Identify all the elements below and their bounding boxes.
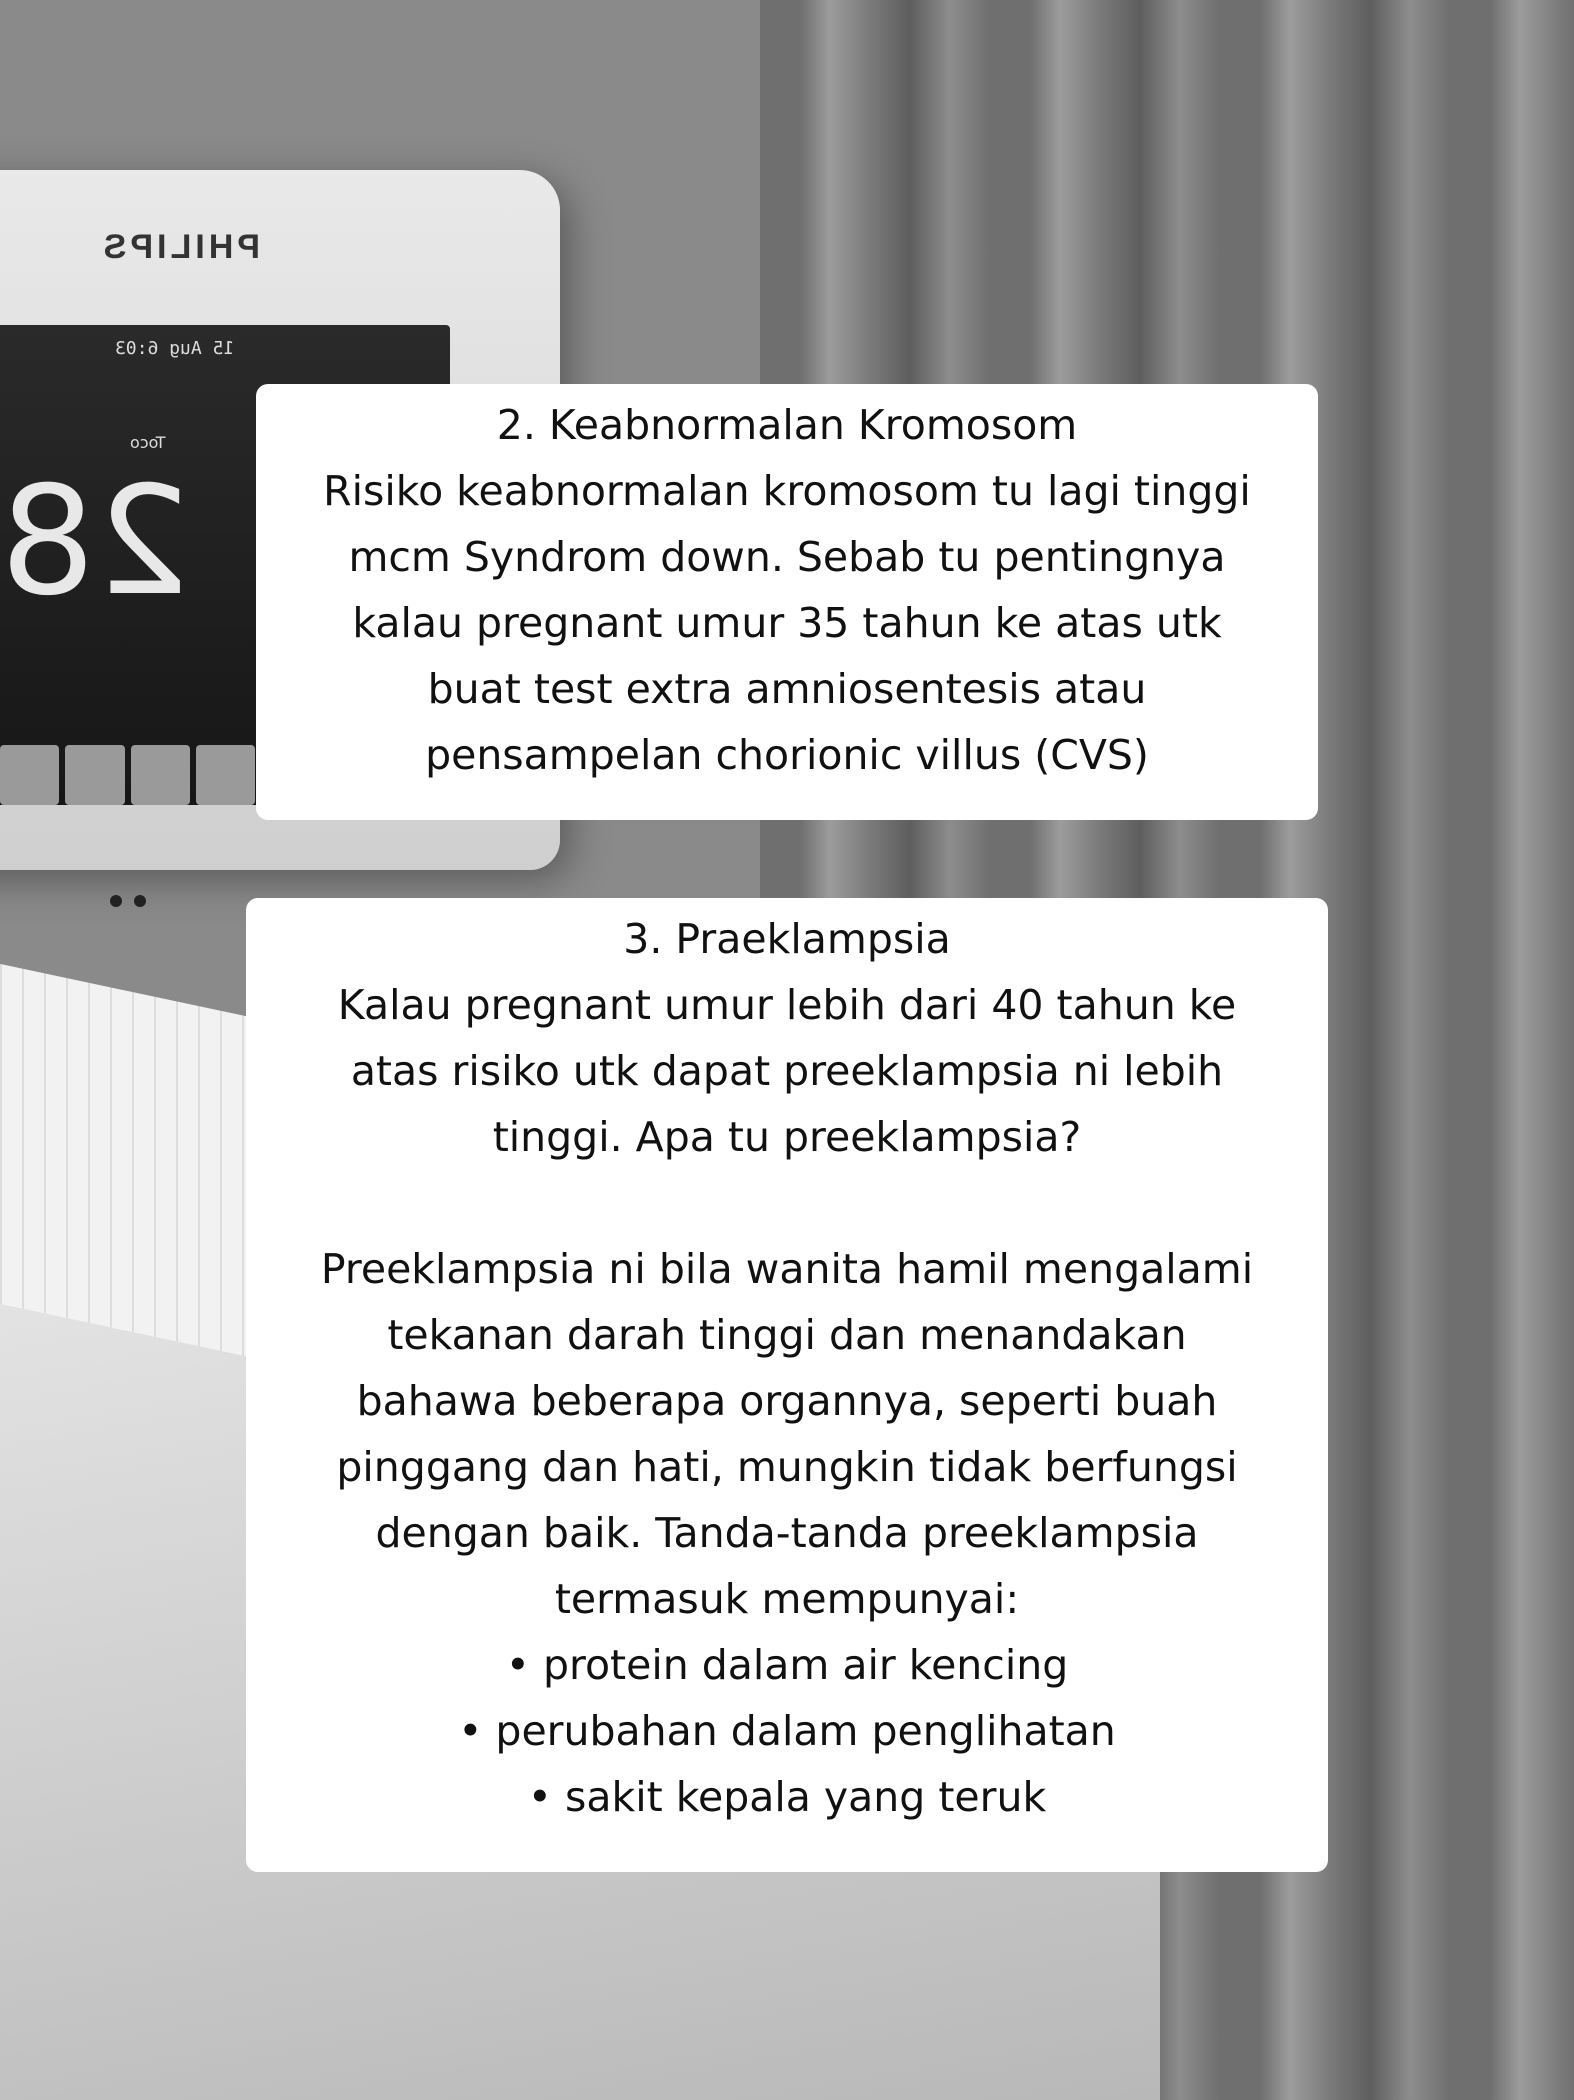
- monitor-indicator-dots: [110, 892, 158, 911]
- card-line: tinggi. Apa tu preeklampsia?: [492, 1113, 1082, 1161]
- monitor-button: [196, 745, 255, 805]
- card-line: kalau pregnant umur 35 tahun ke atas utk: [352, 599, 1222, 647]
- list-item: • protein dalam air kencing: [505, 1641, 1069, 1689]
- monitor-button: [0, 745, 59, 805]
- card-line: termasuk mempunyai:: [554, 1575, 1020, 1623]
- card-line: atas risiko utk dapat preeklampsia ni lebih: [350, 1047, 1224, 1095]
- card-line: bahawa beberapa organnya, seperti buah: [356, 1377, 1218, 1425]
- monitor-button: [65, 745, 124, 805]
- card-line: pinggang dan hati, mungkin tidak berfungsi: [336, 1443, 1238, 1491]
- card-line: pensampelan chorionic villus (CVS): [425, 731, 1149, 779]
- symptom-list: [246, 1632, 1328, 1830]
- card-title: 2. Keabnormalan Kromosom: [496, 401, 1078, 449]
- monitor-brand: PHILIPS: [99, 228, 260, 266]
- text-card-preeclampsia: [246, 898, 1328, 1872]
- list-item: • sakit kepala yang teruk: [527, 1773, 1047, 1821]
- card-line: tekanan darah tinggi dan menandakan: [387, 1311, 1187, 1359]
- card-line: buat test extra amniosentesis atau: [427, 665, 1147, 713]
- card-line: Preeklampsia ni bila wanita hamil mengalami: [320, 1245, 1254, 1293]
- monitor-reading: 28: [0, 455, 191, 629]
- list-item: • perubahan dalam penglihatan: [458, 1707, 1116, 1755]
- card-line: Risiko keabnormalan kromosom tu lagi tinggi: [323, 467, 1251, 515]
- monitor-date: 15 Aug 6:03: [115, 338, 235, 359]
- indicator-dot: [134, 895, 146, 907]
- card-line: mcm Syndrom down. Sebab tu pentingnya: [348, 533, 1226, 581]
- indicator-dot: [110, 895, 122, 907]
- card-line: dengan baik. Tanda-tanda preeklampsia: [375, 1509, 1199, 1557]
- monitor-button: [131, 745, 190, 805]
- monitor-label: Toco: [130, 433, 166, 452]
- text-card-chromosome: [256, 384, 1318, 820]
- paragraph-gap: [246, 1170, 1328, 1236]
- card-title: 3. Praeklampsia: [623, 915, 951, 963]
- card-line: Kalau pregnant umur lebih dari 40 tahun ke: [337, 981, 1237, 1029]
- monitor-buttons: [0, 745, 255, 805]
